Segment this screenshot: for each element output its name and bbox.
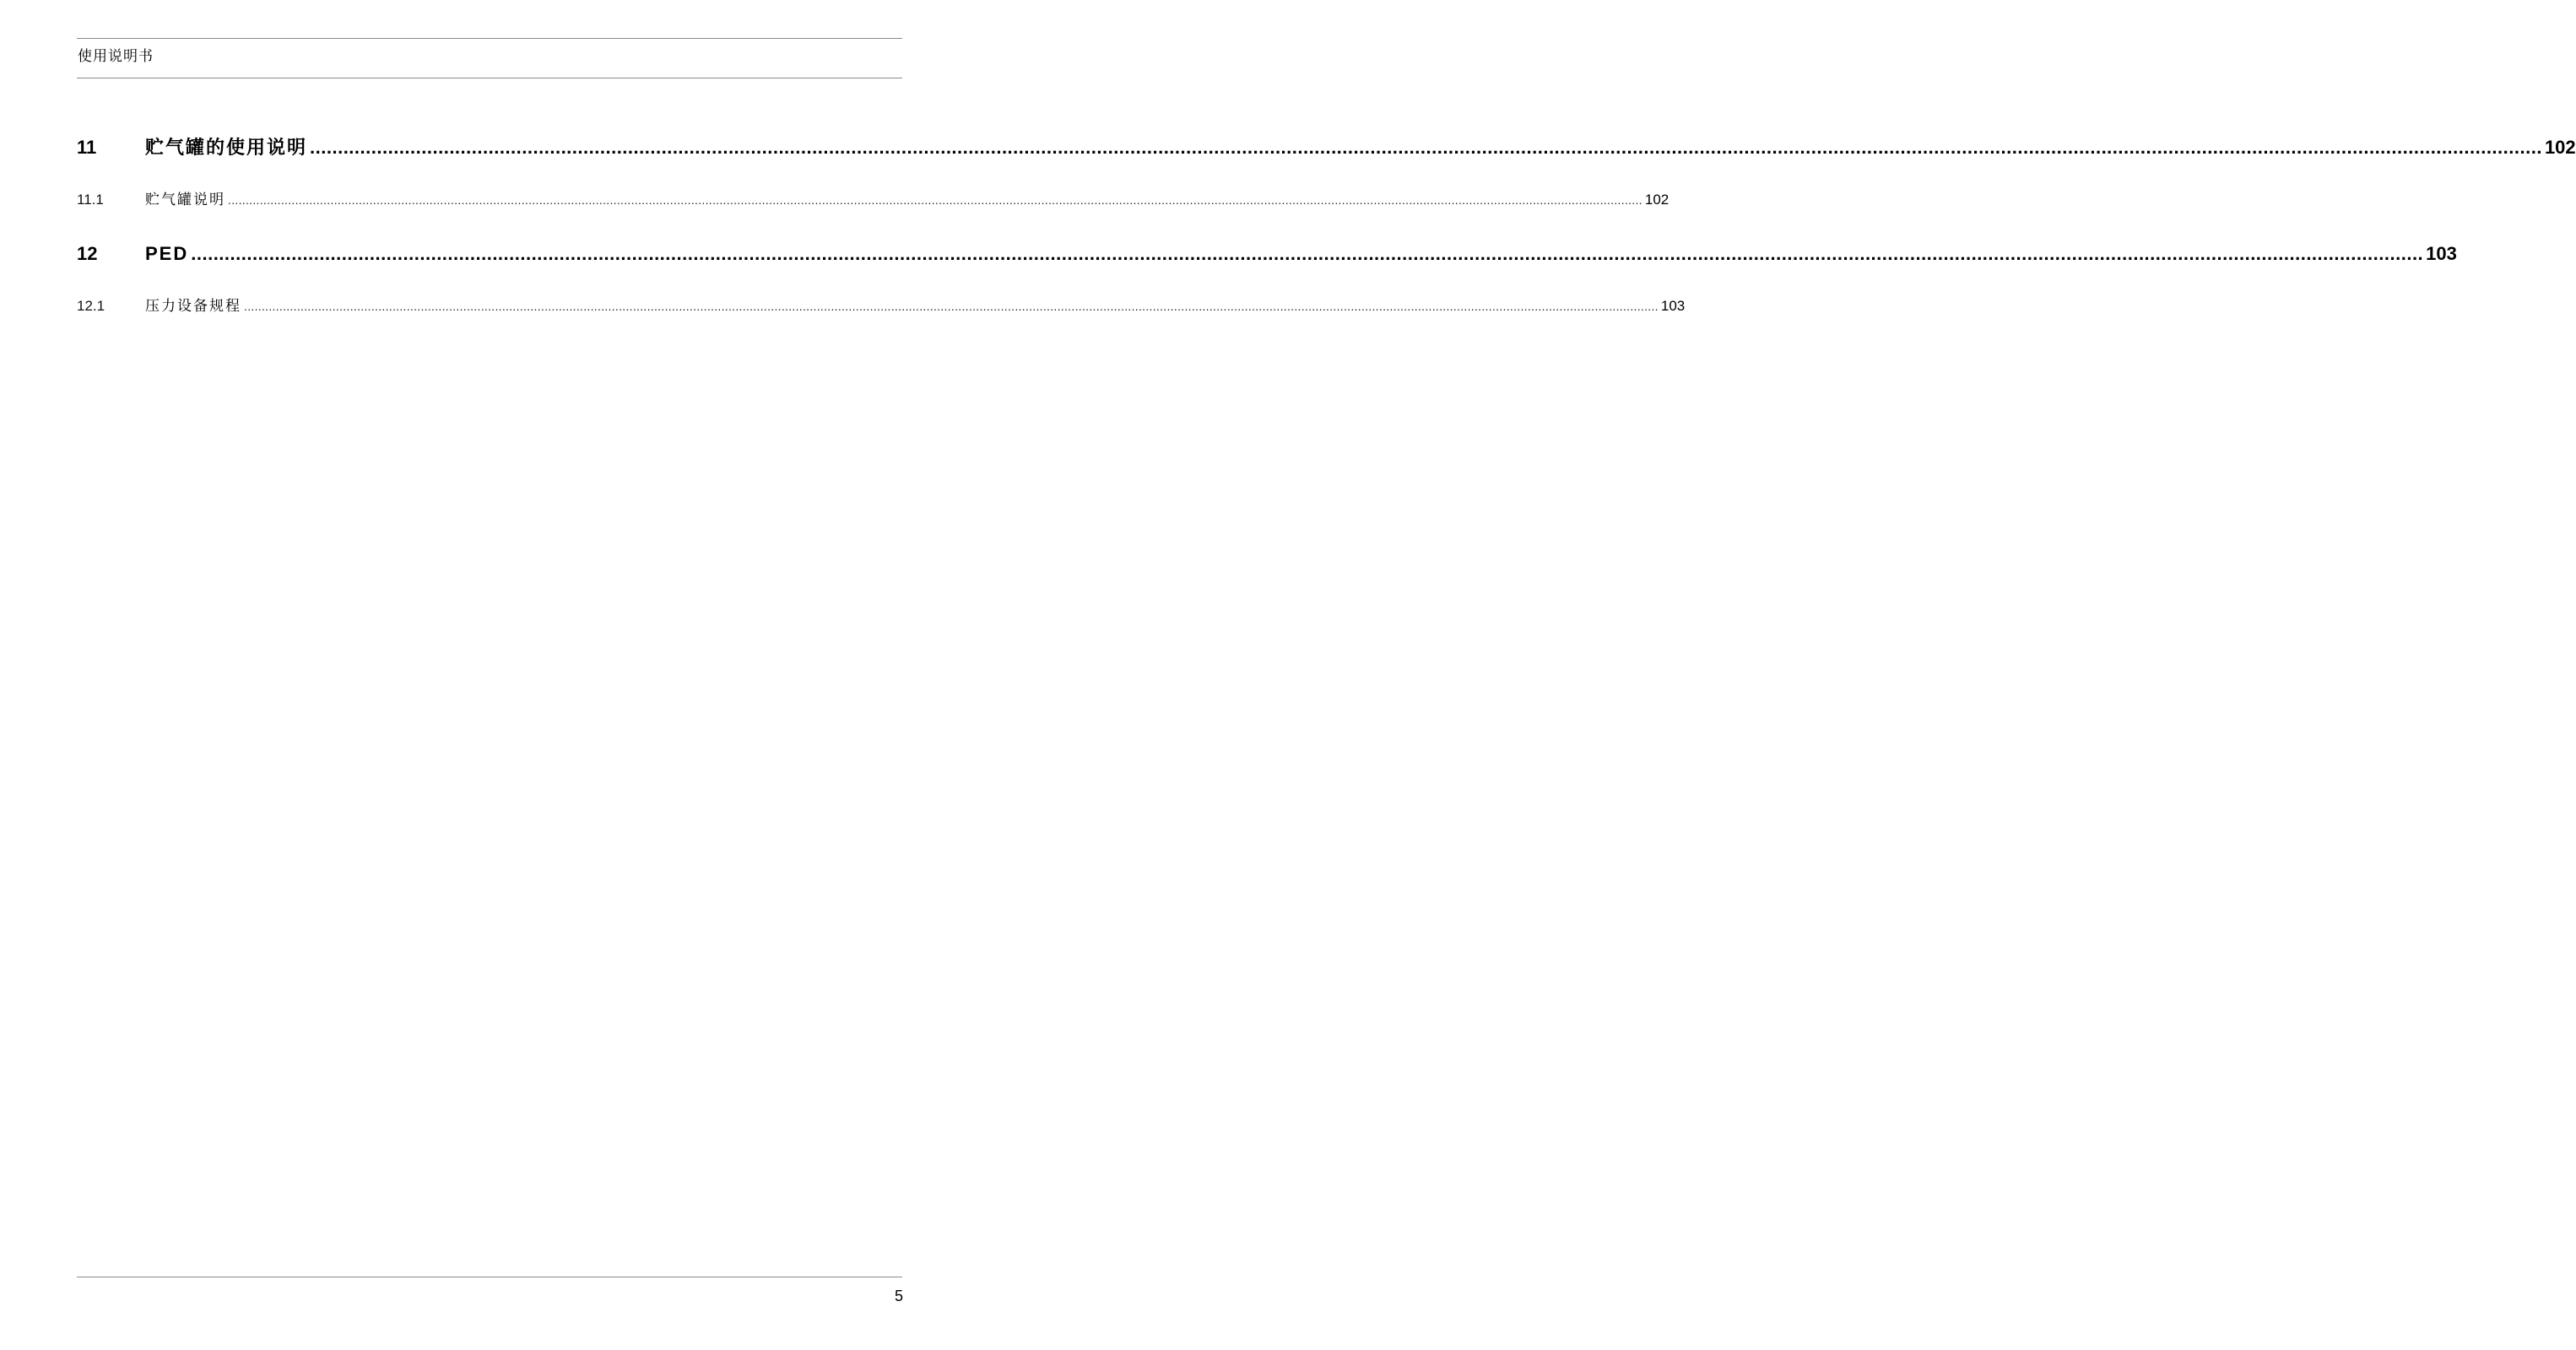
toc-page-number: 103 [1660,298,1686,314]
toc-title: 压力设备规程 [145,298,241,314]
toc-dot-leader: ................................................................................................................................................................................................................................................................................................................................................................................................................ [191,243,2424,264]
toc-page-number: 102 [1644,192,1670,208]
toc-number: 11.1 [77,192,104,208]
footer-page-number: 5 [894,1288,903,1304]
toc-dot-leader: ................................................................................................................................................................................................................................................................................................................................................................................................................ [228,193,1642,207]
toc-number: 12.1 [77,298,106,314]
toc-dot-leader: ................................................................................................................................................................................................................................................................................................................................................................................................................ [244,300,1659,313]
toc-entry-chapter[interactable] [77,136,2576,159]
toc-title: PED [145,243,189,264]
toc-entry-section[interactable] [77,297,1686,316]
toc-number: 11 [77,137,97,158]
toc-page-number: 102 [2544,137,2576,158]
header-top-rule [77,38,902,39]
toc-number: 12 [77,243,98,264]
toc-dot-leader: ................................................................................................................................................................................................................................................................................................................................................................................................................ [310,137,2542,158]
toc-title: 贮气罐说明 [145,192,225,208]
toc-page-number: 103 [2426,243,2457,264]
toc-entry-section[interactable] [77,191,1670,209]
header-title: 使用说明书 [78,48,154,64]
toc-entry-chapter[interactable] [77,242,2457,266]
toc-title: 贮气罐的使用说明 [145,137,308,158]
